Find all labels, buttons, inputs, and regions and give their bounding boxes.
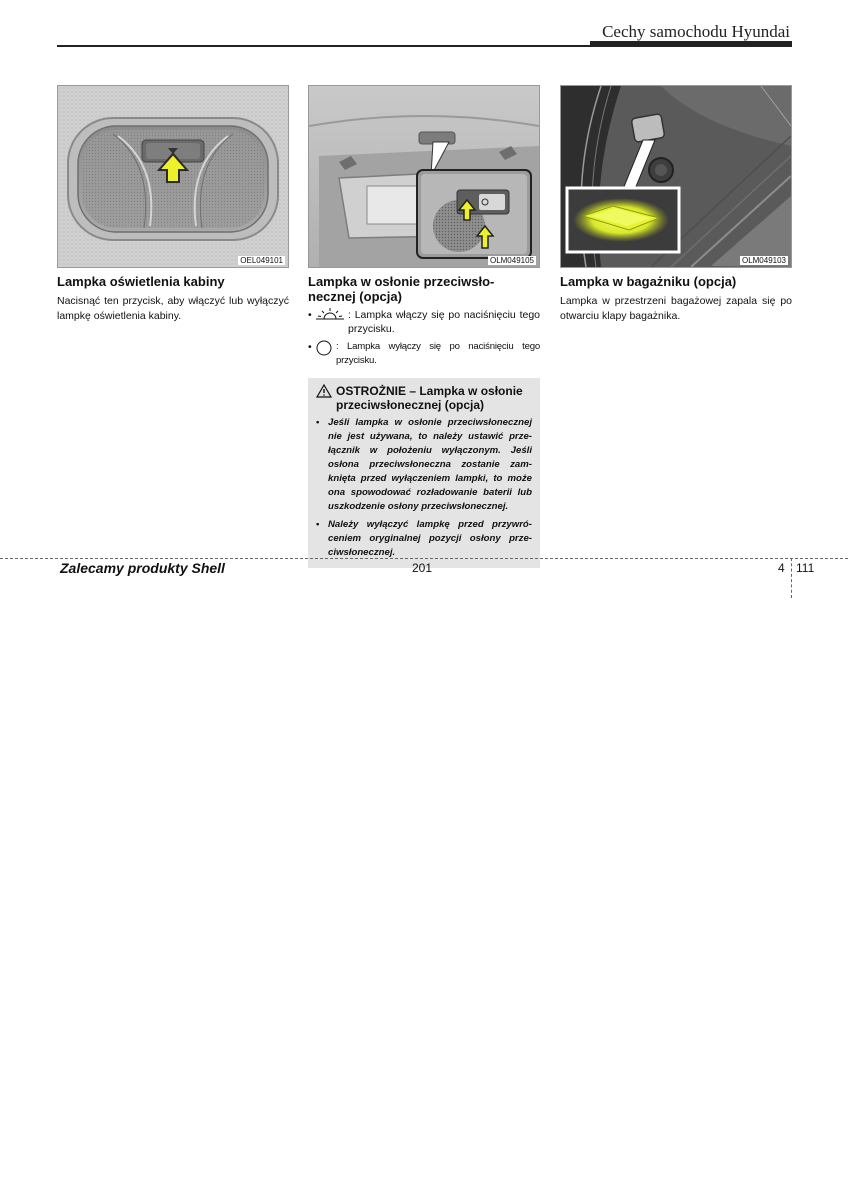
caution-item: • Należy wyłączyć lampkę przed przywró-ceniem oryginalnej pozycji osłony prze-ciwsłonecznej. [316, 519, 532, 558]
caution-item: • Jeśli lampka w osłonie przeciwsłonecznej nie jest używana, to należy ustawić prze-łącznik w położeniu wyłączonym. Jeśli osłona przeciwsłoneczna zostanie zam-knięta przed wyłączeniem lampki, to może ona spowodować rozładowanie baterii lub uszkodzenie osłony przeciwsłonecznej. [316, 417, 532, 512]
cabin-lamp-illustration [58, 86, 288, 267]
figure-code: OEL049101 [240, 256, 283, 265]
section-title: Lampka w osłonie przeciwsło-necznej (opcja) [308, 274, 495, 304]
section-body: Lampka w przestrzeni bagażowej zapala się po otwarciu klapy bagażnika. [560, 295, 792, 322]
sunvisor-lamp-illustration [309, 86, 539, 267]
caution-title-row [316, 384, 532, 412]
section-body: Nacisnąć ten przycisk, aby włączyć lub wyłączyć lampkę oświetlenia kabiny. [57, 295, 289, 322]
section-title: Lampka oświetlenia kabiny [57, 274, 225, 289]
header-rule-accent [590, 41, 792, 47]
figure-code: OLM049105 [489, 256, 534, 265]
caution-text: Jeśli lampka w osłonie przeciwsłonecznej nie jest używana, to należy ustawić prze-łącznik w położeniu wyłączonym. Jeśli osłona przeciwsłoneczna zostanie zam-knięta przed wyłączeniem lampki, to może ona spowodować rozładowanie baterii lub uszkodzenie osłony przeciwsłonecznej. [328, 417, 532, 512]
footer-section-number: 4 [778, 561, 785, 575]
section-title: Lampka w bagażniku (opcja) [560, 274, 737, 289]
footer-divider [791, 558, 792, 598]
warning-triangle-icon [316, 384, 332, 412]
column-cabin-lamp [57, 85, 289, 324]
bullet-text: : Lampka włączy się po naciśnięciu tego przycisku. [348, 309, 540, 335]
circle-icon [316, 340, 332, 368]
footer-sheet-number: 201 [412, 561, 433, 575]
column-sunvisor-lamp [308, 85, 540, 568]
caution-title: OSTROŻNIE – Lampka w osłonie przeciwsłonecznej (opcja) [336, 384, 523, 412]
figure-cabin-lamp [57, 85, 289, 268]
caution-text: Należy wyłączyć lampkę przed przywró-ceniem oryginalnej pozycji osłony prze-ciwsłonecznej. [328, 519, 532, 558]
footer-rule [0, 558, 848, 559]
figure-code: OLM049103 [741, 256, 786, 265]
chapter-title: Cechy samochodu Hyundai [602, 22, 790, 41]
bullet-lamp-off: • : Lampka wyłączy się po naciśnięciu tego przycisku. [308, 341, 540, 366]
sun-icon [316, 308, 344, 336]
bullet-text: : Lampka wyłączy się po naciśnięciu tego przycisku. [336, 341, 540, 366]
column-trunk-lamp [560, 85, 792, 324]
trunk-lamp-illustration [561, 86, 791, 267]
caution-box [308, 378, 540, 568]
footer-page-number: 111 [796, 561, 815, 575]
figure-trunk-lamp [560, 85, 792, 268]
bullet-lamp-on: • : Lampka włączy się po naciśnięciu tego przycisku. [308, 309, 540, 335]
footer-promo: Zalecamy produkty Shell [60, 560, 225, 576]
figure-sunvisor-lamp [308, 85, 540, 268]
